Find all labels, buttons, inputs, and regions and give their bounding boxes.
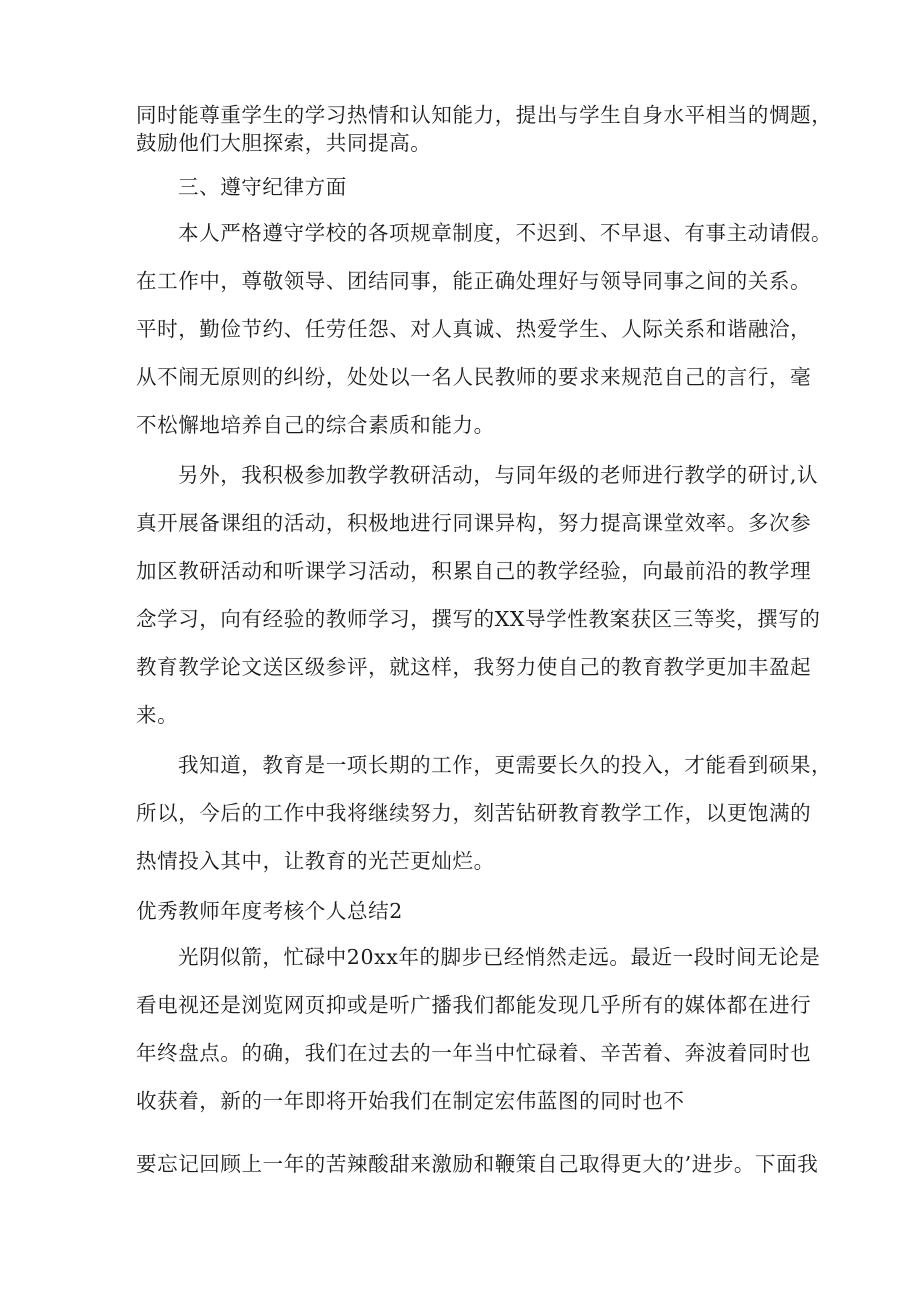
paragraph-line: 光阴似箭，忙碌中20xx年的脚步已经悄然走远。最近一段时间无论是 xyxy=(178,945,821,969)
paragraph-line: 在工作中，尊敬领导、团结同事，能正确处理好与领导同事之间的关系。 xyxy=(136,269,812,293)
paragraph-line: 鼓励他们大胆探索，共同提高。 xyxy=(136,131,432,155)
paragraph-line: 教育教学论文送区级参评，就这样，我努力使自己的教育教学更加丰盈起 xyxy=(136,655,812,679)
paragraph-line: 我知道，教育是一项长期的工作，更需要长久的投入，才能看到硕果， xyxy=(178,753,833,777)
paragraph-line: 另外，我积极参加教学教研活动，与同年级的老师进行教学的研讨,认 xyxy=(178,463,819,487)
paragraph-line: 本人严格遵守学校的各项规章制度，不迟到、不早退、有事主动请假。 xyxy=(178,221,833,245)
paragraph-line: 看电视还是浏览网页抑或是听广播我们都能发现几乎所有的媒体都在进行 xyxy=(136,993,812,1017)
paragraph-line: 念学习，向有经验的教师学习，撰写的XX导学性教案获区三等奖，撰写的 xyxy=(136,607,821,631)
paragraph-line: 加区教研活动和听课学习活动，积累自己的教学经验，向最前沿的教学理 xyxy=(136,559,812,583)
paragraph-line: 收获着，新的一年即将开始我们在制定宏伟蓝图的同时也不 xyxy=(136,1089,685,1113)
paragraph-line: 来。 xyxy=(136,703,179,727)
section-heading: 三、遵守纪律方面 xyxy=(178,175,347,199)
paragraph-line: 同时能尊重学生的学习热情和认知能力，提出与学生自身水平相当的惆题， xyxy=(136,103,833,127)
article-title: 优秀教师年度考核个人总结2 xyxy=(136,899,403,923)
paragraph-line: 年终盘点。的确，我们在过去的一年当中忙碌着、辛苦着、奔波着同时也 xyxy=(136,1041,812,1065)
paragraph-line: 平时，勤俭节约、任劳任怨、对人真诚、热爱学生、人际关系和谐融洽， xyxy=(136,317,812,341)
paragraph-line: 不松懈地培养自己的综合素质和能力。 xyxy=(136,413,495,437)
paragraph-line: 从不闹无原则的纠纷，处处以一名人民教师的要求来规范自己的言行，毫 xyxy=(136,365,812,389)
paragraph-line: 所以，今后的工作中我将继续努力，刻苦钻研教育教学工作，以更饱满的 xyxy=(136,801,812,825)
paragraph-line: 真开展备课组的活动，积极地进行同课异构，努力提高课堂效率。多次参 xyxy=(136,511,812,535)
paragraph-line: 热情投入其中，让教育的光芒更灿烂。 xyxy=(136,849,495,873)
paragraph-line: 要忘记回顾上一年的苦辣酸甜来激励和鞭策自己取得更大的’进步。下面我 xyxy=(136,1152,819,1176)
